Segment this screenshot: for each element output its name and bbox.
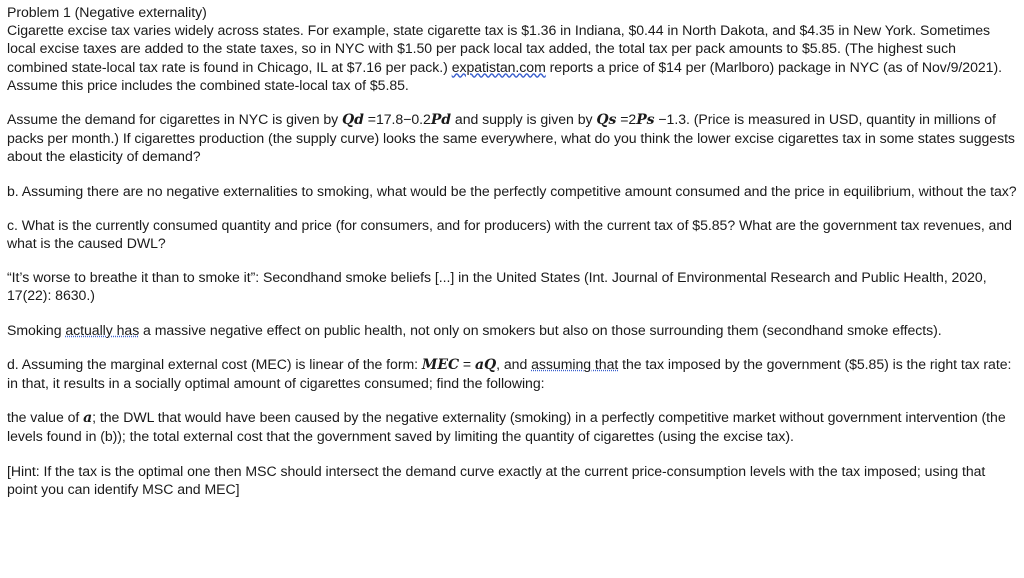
expatistan-link[interactable]: expatistan.com (451, 58, 546, 75)
aq-symbol: aQ (474, 356, 497, 373)
grammar-underline-2: assuming that (531, 355, 619, 372)
part-b-paragraph: b. Assuming there are no negative externalities to smoking, what would be the perfectly competitive amount consumed and the price in equilibrium, without the tax? (7, 182, 1017, 199)
hint-paragraph: [Hint: If the tax is the optimal one then MSC should intersect the demand curve exactly at the current price-consumption levels with the tax imposed; using that point you can identify MSC and MEC] (7, 462, 986, 497)
part-a-text-2: and supply is given by (451, 111, 597, 128)
part-e-paragraph (7, 408, 1017, 445)
part-d-text-3: the tax imposed by the government ($5.85) is the right tax rate: in that, it results in a socially optimal amount of cigarettes consumed; find the following: (7, 355, 1012, 392)
part-d-text: d. Assuming the marginal external cost (MEC) is linear of the form: (7, 355, 422, 372)
supply-equation: =2 (616, 111, 637, 128)
part-a-paragraph (7, 110, 1017, 166)
part-a-text: Assume the demand for cigarettes in NYC is given by (7, 111, 343, 128)
qs-symbol: Qs (596, 112, 617, 129)
part-d-paragraph (7, 355, 1017, 392)
problem-text-block (7, 3, 1017, 94)
smoking-text: Smoking (7, 321, 66, 338)
quote-paragraph: “It’s worse to breathe it than to smoke it”: Secondhand smoke beliefs [...] in the United States (Int. Journal of Environmental Research and Public Health, 2020, 17(22): 8630.) (7, 269, 987, 304)
document-body (7, 3, 1017, 498)
intro-text: Cigarette excise tax varies widely across states. For example, state cigarette tax is $1.36 in Indiana, $0.44 in North Dakota, and $4.35 in New York. Sometimes local excise taxes are added to the state taxes, so in NYC with $1.50 per pack local tax added, the total tax per pack amounts to $5.85. (The highest such combined state-local tax rate is found in Chicago, IL at $7.16 per pack.) (7, 22, 991, 75)
problem-title: Problem 1 (Negative externality) (7, 4, 207, 20)
alpha-symbol: a (83, 410, 93, 427)
part-e-text: the value of (7, 409, 84, 426)
part-d-text-2: , and (496, 355, 532, 372)
smoking-text-2: a massive negative effect on public health, not only on smokers but also on those surrounding them (secondhand smoke effects). (139, 321, 942, 338)
part-e-text-2: ; the DWL that would have been caused by the negative externality (smoking) in a perfectly competitive market without government intervention (the levels found in (b)); the total external cost that the government saved by limiting the quantity of cigarettes (using the excise tax). (7, 409, 1006, 445)
mec-symbol: MEC (421, 356, 460, 373)
part-c-paragraph: c. What is the currently consumed quantity and price (for consumers, and for producers) with the current tax of $5.85? What are the government tax revenues, and what is the caused DWL? (7, 216, 1012, 252)
demand-equation: =17.8−0.2 (363, 111, 431, 128)
grammar-underline: actually has (65, 321, 140, 338)
equals-sign: = (459, 355, 475, 372)
pd-symbol: Pd (430, 112, 452, 129)
intro-text-continued: reports a price of $14 per (Marlboro) package in NYC (as of Nov/9/2021). Assume this price includes the combined state-local tax of $5.85. (7, 58, 1002, 93)
part-a-text-3: −1.3. (Price is measured in USD, quantity in millions of packs per month.) If cigarettes production (the supply curve) looks the same everywhere, what do you think the lower excise cigarettes tax in some states suggests about the elasticity of demand? (7, 111, 1015, 165)
smoking-paragraph (7, 321, 1017, 339)
ps-symbol: Ps (636, 112, 655, 129)
qd-symbol: Qd (342, 112, 364, 129)
